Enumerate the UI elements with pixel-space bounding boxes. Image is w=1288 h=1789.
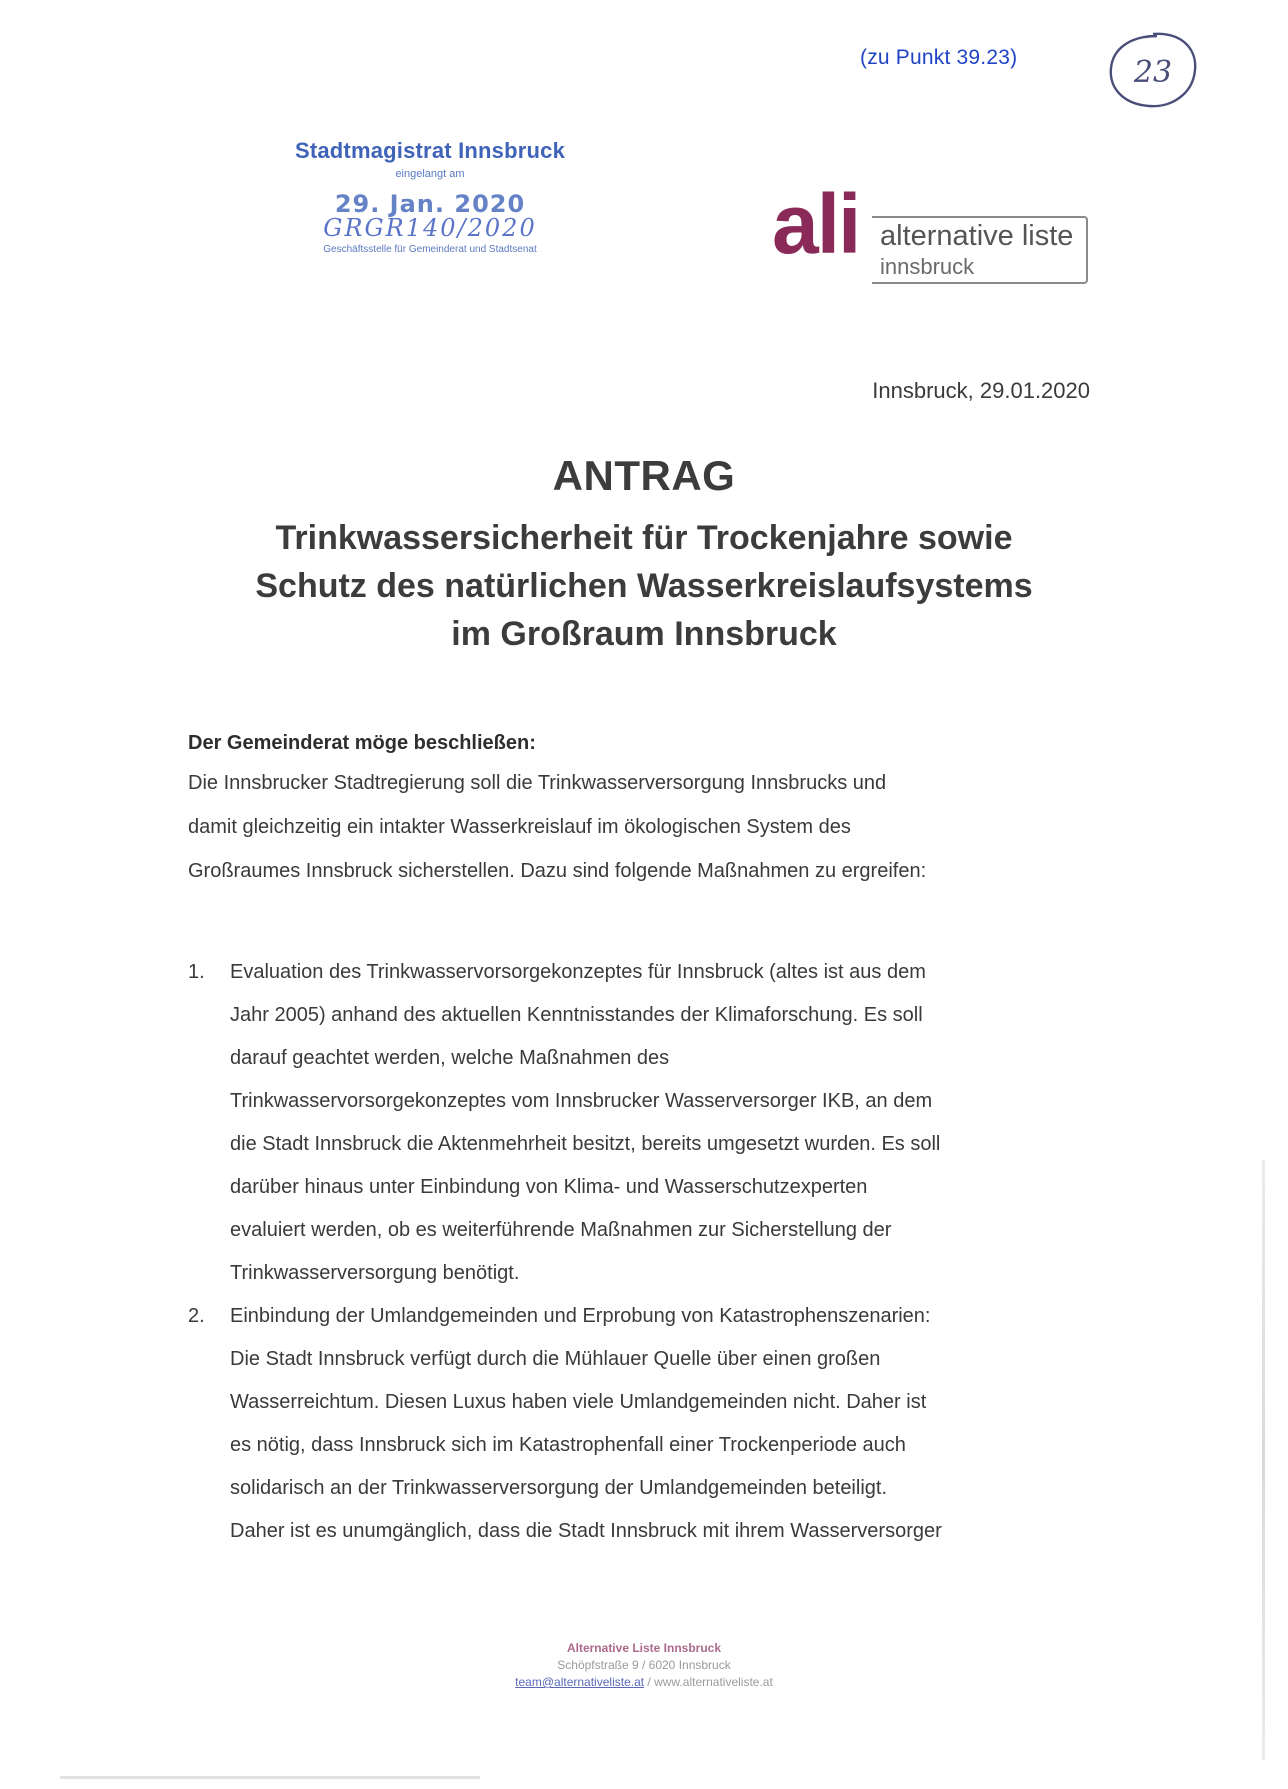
list-item-line: Evaluation des Trinkwasservorsorgekonzeptes für Innsbruck (altes ist aus dem <box>230 961 926 983</box>
footer-address: Schöpfstraße 9 / 6020 Innsbruck <box>557 1658 731 1672</box>
footer-org: Alternative Liste Innsbruck <box>566 1641 722 1655</box>
stamp-office: Geschäftsstelle für Gemeinderat und Stadtsenat <box>323 244 537 255</box>
document-subtitle-line: im Großraum Innsbruck <box>451 615 837 653</box>
footer-website[interactable]: www.alternativeliste.at <box>654 1675 773 1689</box>
list-item-line: Jahr 2005) anhand des aktuellen Kenntnisstandes der Klimaforschung. Es soll <box>230 1004 923 1026</box>
document-subtitle-line: Schutz des natürlichen Wasserkreislaufsystems <box>255 567 1033 605</box>
page-number-text: 23 <box>1133 55 1173 90</box>
list-item-line: darüber hinaus unter Einbindung von Klima- und Wasserschutzexperten <box>230 1176 868 1198</box>
list-item-line: Einbindung der Umlandgemeinden und Erprobung von Katastrophenszenarien: <box>230 1305 931 1327</box>
list-item-line: solidarisch an der Trinkwasserversorgung der Umlandgemeinden beteiligt. <box>230 1477 888 1499</box>
list-item-line: Trinkwasservorsorgekonzeptes vom Innsbrucker Wasserversorger IKB, an dem <box>230 1090 933 1112</box>
page-number-circle <box>1105 28 1201 112</box>
handwritten-page-number <box>1105 28 1201 112</box>
list-item-line: evaluiert werden, ob es weiterführende Maßnahmen zur Sicherstellung der <box>230 1219 892 1241</box>
stamp-subtitle: eingelangt am <box>395 168 465 180</box>
footer-email-link[interactable]: team@alternativeliste.at <box>515 1675 645 1689</box>
intro-line: Großraumes Innsbruck sicherstellen. Dazu sind folgende Maßnahmen zu ergreifen: <box>188 860 927 882</box>
reference-note: (zu Punkt 39.23) <box>860 46 1018 69</box>
stamp-date: 29. Jan. 2020 <box>334 190 526 218</box>
document-subtitle-line: Trinkwassersicherheit für Trockenjahre sowie <box>275 519 1013 557</box>
list-item-number: 1. <box>188 961 205 983</box>
footer-contact <box>0 1674 1288 1691</box>
alternative-liste-logo <box>772 177 1092 286</box>
list-item-line: Die Stadt Innsbruck verfügt durch die Mühlauer Quelle über einen großen <box>230 1348 881 1370</box>
scan-edge-bottom <box>60 1776 480 1779</box>
scan-edge-right <box>1262 1160 1265 1760</box>
document-footer <box>0 1640 1288 1691</box>
logo-mark: ali <box>772 177 860 271</box>
receipt-stamp <box>270 138 590 288</box>
stamp-title: Stadtmagistrat Innsbruck <box>294 138 566 163</box>
resolution-label: Der Gemeinderat möge beschließen: <box>188 732 536 754</box>
intro-line: Die Innsbrucker Stadtregierung soll die Trinkwasserversorgung Innsbrucks und <box>188 772 887 794</box>
list-item-line: Daher ist es unumgänglich, dass die Stadt Innsbruck mit ihrem Wasserversorger <box>230 1520 942 1542</box>
list-item-line: Wasserreichtum. Diesen Luxus haben viele Umlandgemeinden nicht. Daher ist <box>230 1391 927 1413</box>
list-item-line: es nötig, dass Innsbruck sich im Katastrophenfall einer Trockenperiode auch <box>230 1434 906 1456</box>
logo-name: alternative liste <box>880 220 1074 252</box>
document-date: Innsbruck, 29.01.2020 <box>872 378 1090 403</box>
intro-line: damit gleichzeitig ein intakter Wasserkreislauf im ökologischen System des <box>188 816 851 838</box>
list-item-line: die Stadt Innsbruck die Aktenmehrheit besitzt, bereits umgesetzt wurden. Es soll <box>230 1133 941 1155</box>
document-title: ANTRAG <box>552 452 736 499</box>
footer-separator: / <box>644 1675 655 1689</box>
list-item-line: darauf geachtet werden, welche Maßnahmen des <box>230 1047 670 1069</box>
list-item-number: 2. <box>188 1305 205 1327</box>
logo-city: innsbruck <box>880 254 975 279</box>
list-item-line: Trinkwasserversorgung benötigt. <box>230 1262 520 1284</box>
stamp-handwritten-ref: GRGR140/2020 <box>323 214 537 242</box>
